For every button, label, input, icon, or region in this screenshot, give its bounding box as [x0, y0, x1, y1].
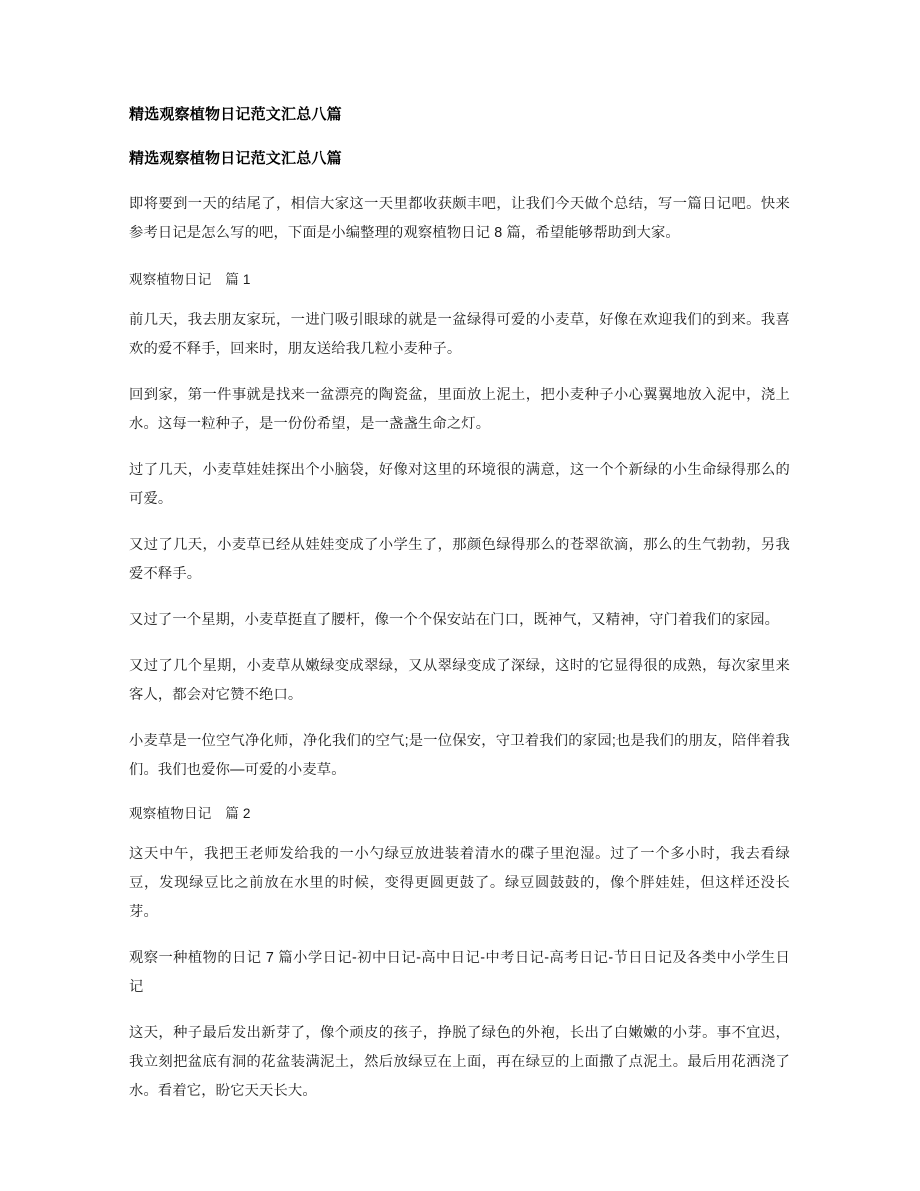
page-title: 精选观察植物日记范文汇总八篇: [129, 106, 342, 123]
section-heading-1: 观察植物日记 篇 1: [129, 272, 251, 287]
paragraph: 回到家，第一件事就是找来一盆漂亮的陶瓷盆，里面放上泥土，把小麦种子小心翼翼地放入泥中，浇上水。这每一粒种子，是一份份希望，是一盏盏生命之灯。: [129, 387, 790, 432]
paragraph: 前几天，我去朋友家玩，一进门吸引眼球的就是一盆绿得可爱的小麦草，好像在欢迎我们的到来。我喜欢的爱不释手，回来时，朋友送给我几粒小麦种子。: [129, 312, 790, 357]
section-heading-2: 观察植物日记 篇 2: [129, 806, 251, 821]
section-1: [129, 265, 790, 785]
document-subtitle: 精选观察植物日记范文汇总八篇: [129, 150, 342, 167]
paragraph: 又过了几个星期，小麦草从嫩绿变成翠绿，又从翠绿变成了深绿，这时的它显得很的成熟，每次家里来客人，都会对它赞不绝口。: [129, 658, 790, 703]
paragraph: 小麦草是一位空气净化师，净化我们的空气;是一位保安，守卫着我们的家园;也是我们的朋友，陪伴着我们。我们也爱你—可爱的小麦草。: [129, 733, 790, 778]
intro-paragraph: 即将要到一天的结尾了，相信大家这一天里都收获颇丰吧，让我们今天做个总结，写一篇日记吧。快来参考日记是怎么写的吧，下面是小编整理的观察植物日记 8 篇，希望能够帮助到大家。: [129, 196, 790, 241]
paragraph: 这天，种子最后发出新芽了，像个顽皮的孩子，挣脱了绿色的外袍，长出了白嫩嫩的小芽。事不宜迟，我立刻把盆底有洞的花盆装满泥土，然后放绿豆在上面，再在绿豆的上面撒了点泥土。最后用花洒浇了水。看着它，盼它天天长大。: [129, 1025, 790, 1099]
paragraph: 过了几天，小麦草娃娃探出个小脑袋，好像对这里的环境很的满意，这一个个新绿的小生命绿得那么的可爱。: [129, 462, 790, 507]
paragraph: 又过了几天，小麦草已经从娃娃变成了小学生了，那颜色绿得那么的苍翠欲滴，那么的生气勃勃，另我爱不释手。: [129, 537, 790, 582]
paragraph: 又过了一个星期，小麦草挺直了腰杆，像一个个保安站在门口，既神气，又精神，守门着我们的家园。: [129, 612, 780, 628]
paragraph: 观察一种植物的日记 7 篇小学日记-初中日记-高中日记-中考日记-高考日记-节日日记及各类中小学生日记: [129, 950, 790, 995]
section-2: [129, 799, 790, 1106]
paragraph: 这天中午，我把王老师发给我的一小勺绿豆放进装着清水的碟子里泡湿。过了一个多小时，我去看绿豆，发现绿豆比之前放在水里的时候，变得更圆更鼓了。绿豆圆鼓鼓的，像个胖娃娃，但这样还没长芽。: [129, 846, 790, 920]
